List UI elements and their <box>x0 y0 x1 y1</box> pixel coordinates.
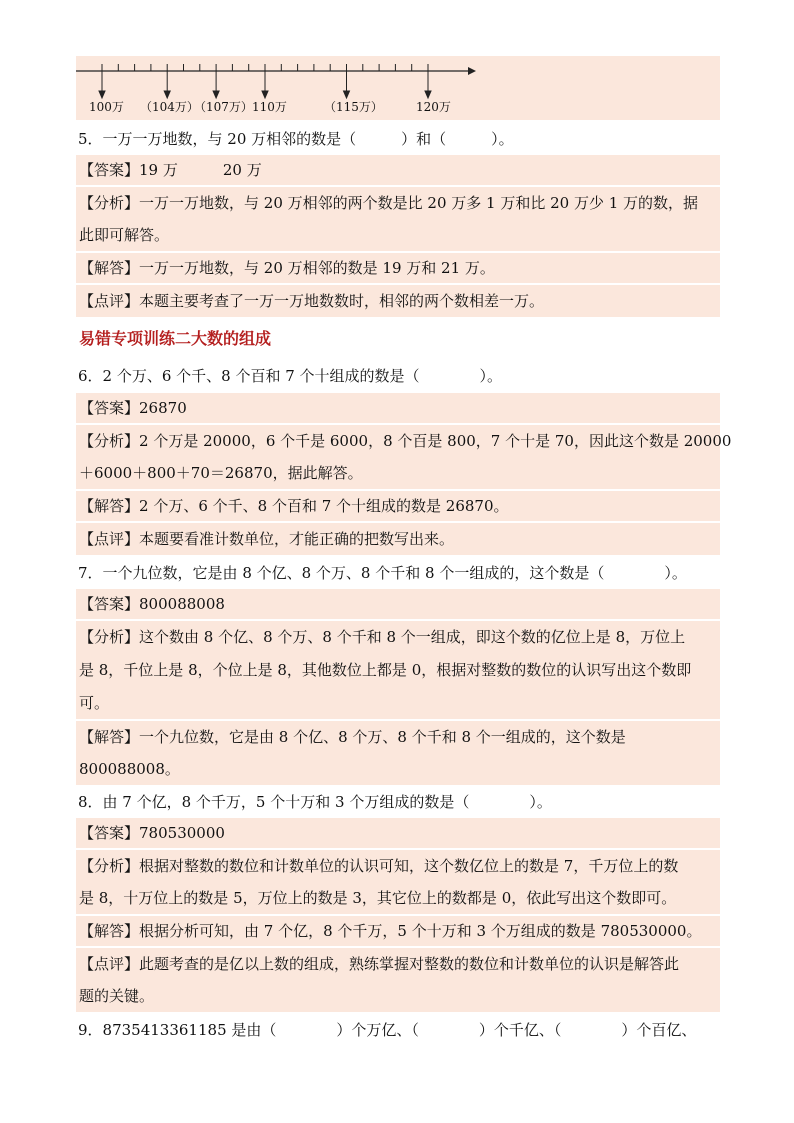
question-7: 7．一个九位数，它是由 8 个亿、8 个万、8 个千和 8 个一组成的，这个数是（ ）。 <box>78 564 687 582</box>
comment-tag: 【点评】 <box>79 530 140 548</box>
solution-tag: 【解答】 <box>79 259 140 277</box>
analysis-text: 根据对整数的数位和计数单位的认识可知，这个数亿位上的数是 7，千万位上的数 <box>139 857 679 875</box>
analysis-text: 这个数由 8 个亿、8 个万、8 个千和 8 个一组成，即这个数的亿位上是 8，万位上 <box>139 628 686 646</box>
comment-6-row <box>76 523 720 555</box>
answer-text: 800088008 <box>139 595 225 613</box>
analysis-tag: 【分析】 <box>79 628 140 646</box>
answer-8-row <box>76 818 720 848</box>
number-line-label: （104万） <box>140 100 199 114</box>
solution-tag: 【解答】 <box>79 497 140 515</box>
number-line-label: （115万） <box>324 100 383 114</box>
analysis-text: 是 8，十万位上的数是 5，万位上的数是 3，其它位上的数都是 0，依此写出这个数即可。 <box>79 889 677 907</box>
answer-text: 780530000 <box>139 824 225 842</box>
solution-7-row <box>76 721 720 785</box>
answer-tag: 【答案】 <box>79 161 140 179</box>
analysis-tag: 【分析】 <box>79 857 140 875</box>
analysis-text: 2 个万是 20000，6 个千是 6000，8 个百是 800，7 个十是 70，因此这个数是 20000 <box>139 432 732 450</box>
number-line-pointer-head <box>425 91 431 98</box>
comment-8-row <box>76 948 720 1012</box>
question-8: 8．由 7 个亿，8 个千万，5 个十万和 3 个万组成的数是（ ）。 <box>78 793 552 811</box>
analysis-text: ＋6000＋800＋70＝26870，据此解答。 <box>79 464 363 482</box>
solution-text: 800088008。 <box>79 760 180 778</box>
solution-text: 一万一万地数，与 20 万相邻的数是 19 万和 21 万。 <box>139 259 495 277</box>
analysis-5-row <box>76 187 720 251</box>
comment-text: 此题考查的是亿以上数的组成，熟练掌握对整数的数位和计数单位的认识是解答此 <box>139 955 680 973</box>
number-line-label: 110万 <box>252 100 287 114</box>
comment-tag: 【点评】 <box>79 292 140 310</box>
analysis-8-row <box>76 850 720 914</box>
solution-5-row <box>76 253 720 283</box>
question-9: 9．8735413361185 是由（ ）个万亿、（ ）个千亿、（ ）个百亿、 <box>78 1021 697 1039</box>
analysis-text: 此即可解答。 <box>79 226 170 244</box>
answer-tag: 【答案】 <box>79 824 140 842</box>
number-line-arrowhead <box>468 67 476 75</box>
answer-6-row <box>76 393 720 423</box>
analysis-tag: 【分析】 <box>79 432 140 450</box>
question-5: 5．一万一万地数，与 20 万相邻的数是（ ）和（ ）。 <box>78 130 514 148</box>
comment-text: 本题主要考查了一万一万地数数时，相邻的两个数相差一万。 <box>139 292 545 310</box>
number-line-pointer-head <box>164 91 170 98</box>
analysis-6-row <box>76 425 732 489</box>
comment-5-row <box>76 285 720 317</box>
number-line-pointer-head <box>99 91 105 98</box>
analysis-7-row <box>76 621 720 719</box>
solution-text: 根据分析可知，由 7 个亿，8 个千万，5 个十万和 3 个万组成的数是 780530000。 <box>139 922 702 940</box>
solution-tag: 【解答】 <box>79 728 140 746</box>
number-line-label: 120万 <box>416 100 451 114</box>
number-line-pointer-head <box>262 91 268 98</box>
comment-tag: 【点评】 <box>79 955 140 973</box>
analysis-text: 一万一万地数，与 20 万相邻的两个数是比 20 万多 1 万和比 20 万少 1 万的数，据 <box>139 194 699 212</box>
solution-tag: 【解答】 <box>79 922 140 940</box>
solution-6-row <box>76 491 720 521</box>
solution-text: 一个九位数，它是由 8 个亿、8 个万、8 个千和 8 个一组成的，这个数是 <box>139 728 626 746</box>
answer-tag: 【答案】 <box>79 595 140 613</box>
answer-7-row <box>76 589 720 619</box>
number-line-pointer-head <box>344 91 350 98</box>
analysis-tag: 【分析】 <box>79 194 140 212</box>
comment-text: 题的关键。 <box>79 987 155 1005</box>
answer-text: 26870 <box>139 399 187 417</box>
solution-text: 2 个万、6 个千、8 个百和 7 个十组成的数是 26870。 <box>139 497 509 515</box>
number-line-figure <box>76 56 720 120</box>
number-line-label: 100万 <box>89 100 124 114</box>
analysis-text: 可。 <box>79 694 110 712</box>
answer-text: 19 万 20 万 <box>139 161 262 179</box>
number-line-label: （107万） <box>194 100 253 114</box>
comment-text: 本题要看准计数单位，才能正确的把数写出来。 <box>139 530 455 548</box>
solution-8-row <box>76 916 720 946</box>
answer-5-row <box>76 155 720 185</box>
section-title: 易错专项训练二大数的组成 <box>79 329 272 348</box>
analysis-text: 是 8，千位上是 8，个位上是 8，其他数位上都是 0，根据对整数的数位的认识写出这个数即 <box>79 661 692 679</box>
answer-tag: 【答案】 <box>79 399 140 417</box>
number-line-pointer-head <box>213 91 219 98</box>
question-6: 6．2 个万、6 个千、8 个百和 7 个十组成的数是（ ）。 <box>78 367 503 385</box>
